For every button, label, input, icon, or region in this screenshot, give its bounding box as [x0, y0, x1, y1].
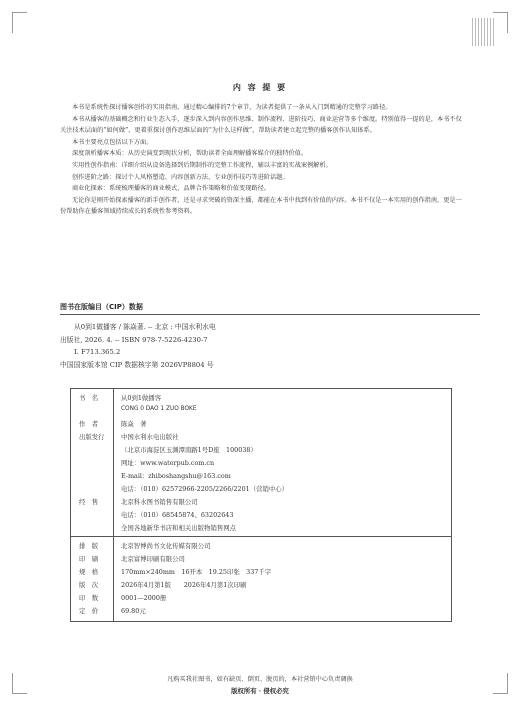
printing: 北京富博印刷有限公司 [121, 555, 185, 563]
label-spec: 规 格 [79, 568, 99, 576]
cip-block [60, 321, 216, 371]
label-author: 作 者 [79, 420, 99, 428]
spec: 170mm×240mm 16开本 19.25印张 337千字 [121, 568, 272, 576]
crop-mark-top-left [12, 12, 27, 33]
cip-divider [60, 314, 480, 315]
typesetting: 北京智博尚书文化传媒有限公司 [121, 542, 211, 550]
publisher-phone: 电话：（010）62572966-2205/2266/2201（营销中心） [121, 485, 289, 493]
cip-heading: 图书在版编目（CIP）数据 [60, 303, 143, 311]
summary-paragraph: 无论你是刚开始探索播客的新手创作者，还是寻求突破的资深主播，都能在本书中找到有价值的内容。本书不仅是一本实用的创作指南，更是一份帮助你在播客领域持续成长的系统性参考资料。 [60, 196, 462, 216]
table-divider [113, 389, 114, 621]
summary-paragraph: 创作进阶之路：探讨个人风格塑造、内容创新方法、专业创作技巧等进阶话题。 [72, 173, 289, 181]
label-typesetting: 排 版 [79, 542, 99, 550]
label-book-title: 书 名 [79, 394, 99, 402]
print-run: 0001—2000册 [121, 594, 167, 602]
book-title-pinyin: CONG 0 DAO 1 ZUO BOKE [121, 406, 197, 412]
summary-body [60, 102, 462, 218]
cip-line: Ⅰ. F713.365.2 [74, 348, 121, 357]
publisher-website: 网址：www.waterpub.com.cn [121, 459, 215, 467]
cip-line: 出版社, 2026. 4. -- ISBN 978-7-5226-4230-7 [60, 335, 208, 344]
author: 陈焱 著 [121, 420, 147, 428]
price: 69.80元 [121, 607, 146, 615]
barcode-icon [472, 18, 494, 46]
crop-mark-top-right [493, 12, 508, 33]
copyright-notice: 版权所有 · 侵权必究 [231, 687, 289, 695]
summary-title: 内 容 提 要 [232, 83, 288, 92]
summary-paragraph: 本书主要亮点包括以下方面。 [72, 138, 153, 146]
label-edition: 版 次 [79, 581, 99, 589]
distributor-phone: 电话：（010）68545874、63202643 [121, 511, 234, 519]
copyright-table [70, 388, 452, 622]
summary-paragraph: 本书是系统性探讨播客创作的实用指南，通过精心编排的7个章节，为读者提供了一条从入门到精通的完整学习路径。 [72, 104, 392, 111]
distributor: 北京科水图书销售有限公司 [121, 498, 198, 506]
edition: 2026年4月第1版 2026年4月第1次印刷 [121, 581, 247, 589]
label-printing: 印 刷 [79, 555, 99, 563]
label-print-run: 印 数 [79, 594, 99, 602]
cip-line: 从0到1做播客 / 陈焱著. -- 北京 : 中国水利水电 [74, 323, 216, 331]
label-price: 定 价 [79, 607, 99, 615]
replacement-notice: 凡购买我社图书，如有缺页、倒页、脱页的，本社营销中心负责调换 [167, 676, 353, 683]
publisher-address: （北京市海淀区玉渊潭南路1号D座 100038） [121, 446, 257, 454]
table-rule [71, 536, 451, 537]
summary-paragraph: 商业化探索：系统梳理播客的商业模式、品牌合作策略和价值变现路径。 [72, 185, 270, 193]
publisher-email: E-mail：zhiboshangshu@163.com [121, 472, 231, 480]
label-publisher: 出版发行 [79, 433, 105, 441]
summary-paragraph: 实用性创作指南：详细介绍从设备选择到后期制作的完整工作流程，辅以丰富的实战案例解析。 [72, 161, 332, 169]
book-title: 从0到1做播客 [121, 394, 162, 402]
label-distributor: 经 售 [79, 498, 99, 506]
distributor-network: 全国各地新华书店和相关出版物销售网点 [121, 524, 237, 532]
summary-paragraph: 深度剖析播客本质：从历史演变到现状分析，帮助读者全面理解播客媒介的独特价值。 [72, 150, 308, 158]
publisher: 中国水利水电出版社 [121, 433, 179, 441]
summary-paragraph: 本书从播客的基础概念和行业生态入手，逐步深入到内容创作思维、制作流程、进阶技巧、商业运营等多个维度。特别值得一提的是，本书不仅关注技术层面的“如何做”，更着重探讨创作思维层面的“为什么这样做”，帮助读者建立起完整的播客创作认知体系。 [60, 115, 462, 135]
cip-line: 中国国家版本馆 CIP 数据核字第 2026VP8804 号 [60, 360, 214, 369]
